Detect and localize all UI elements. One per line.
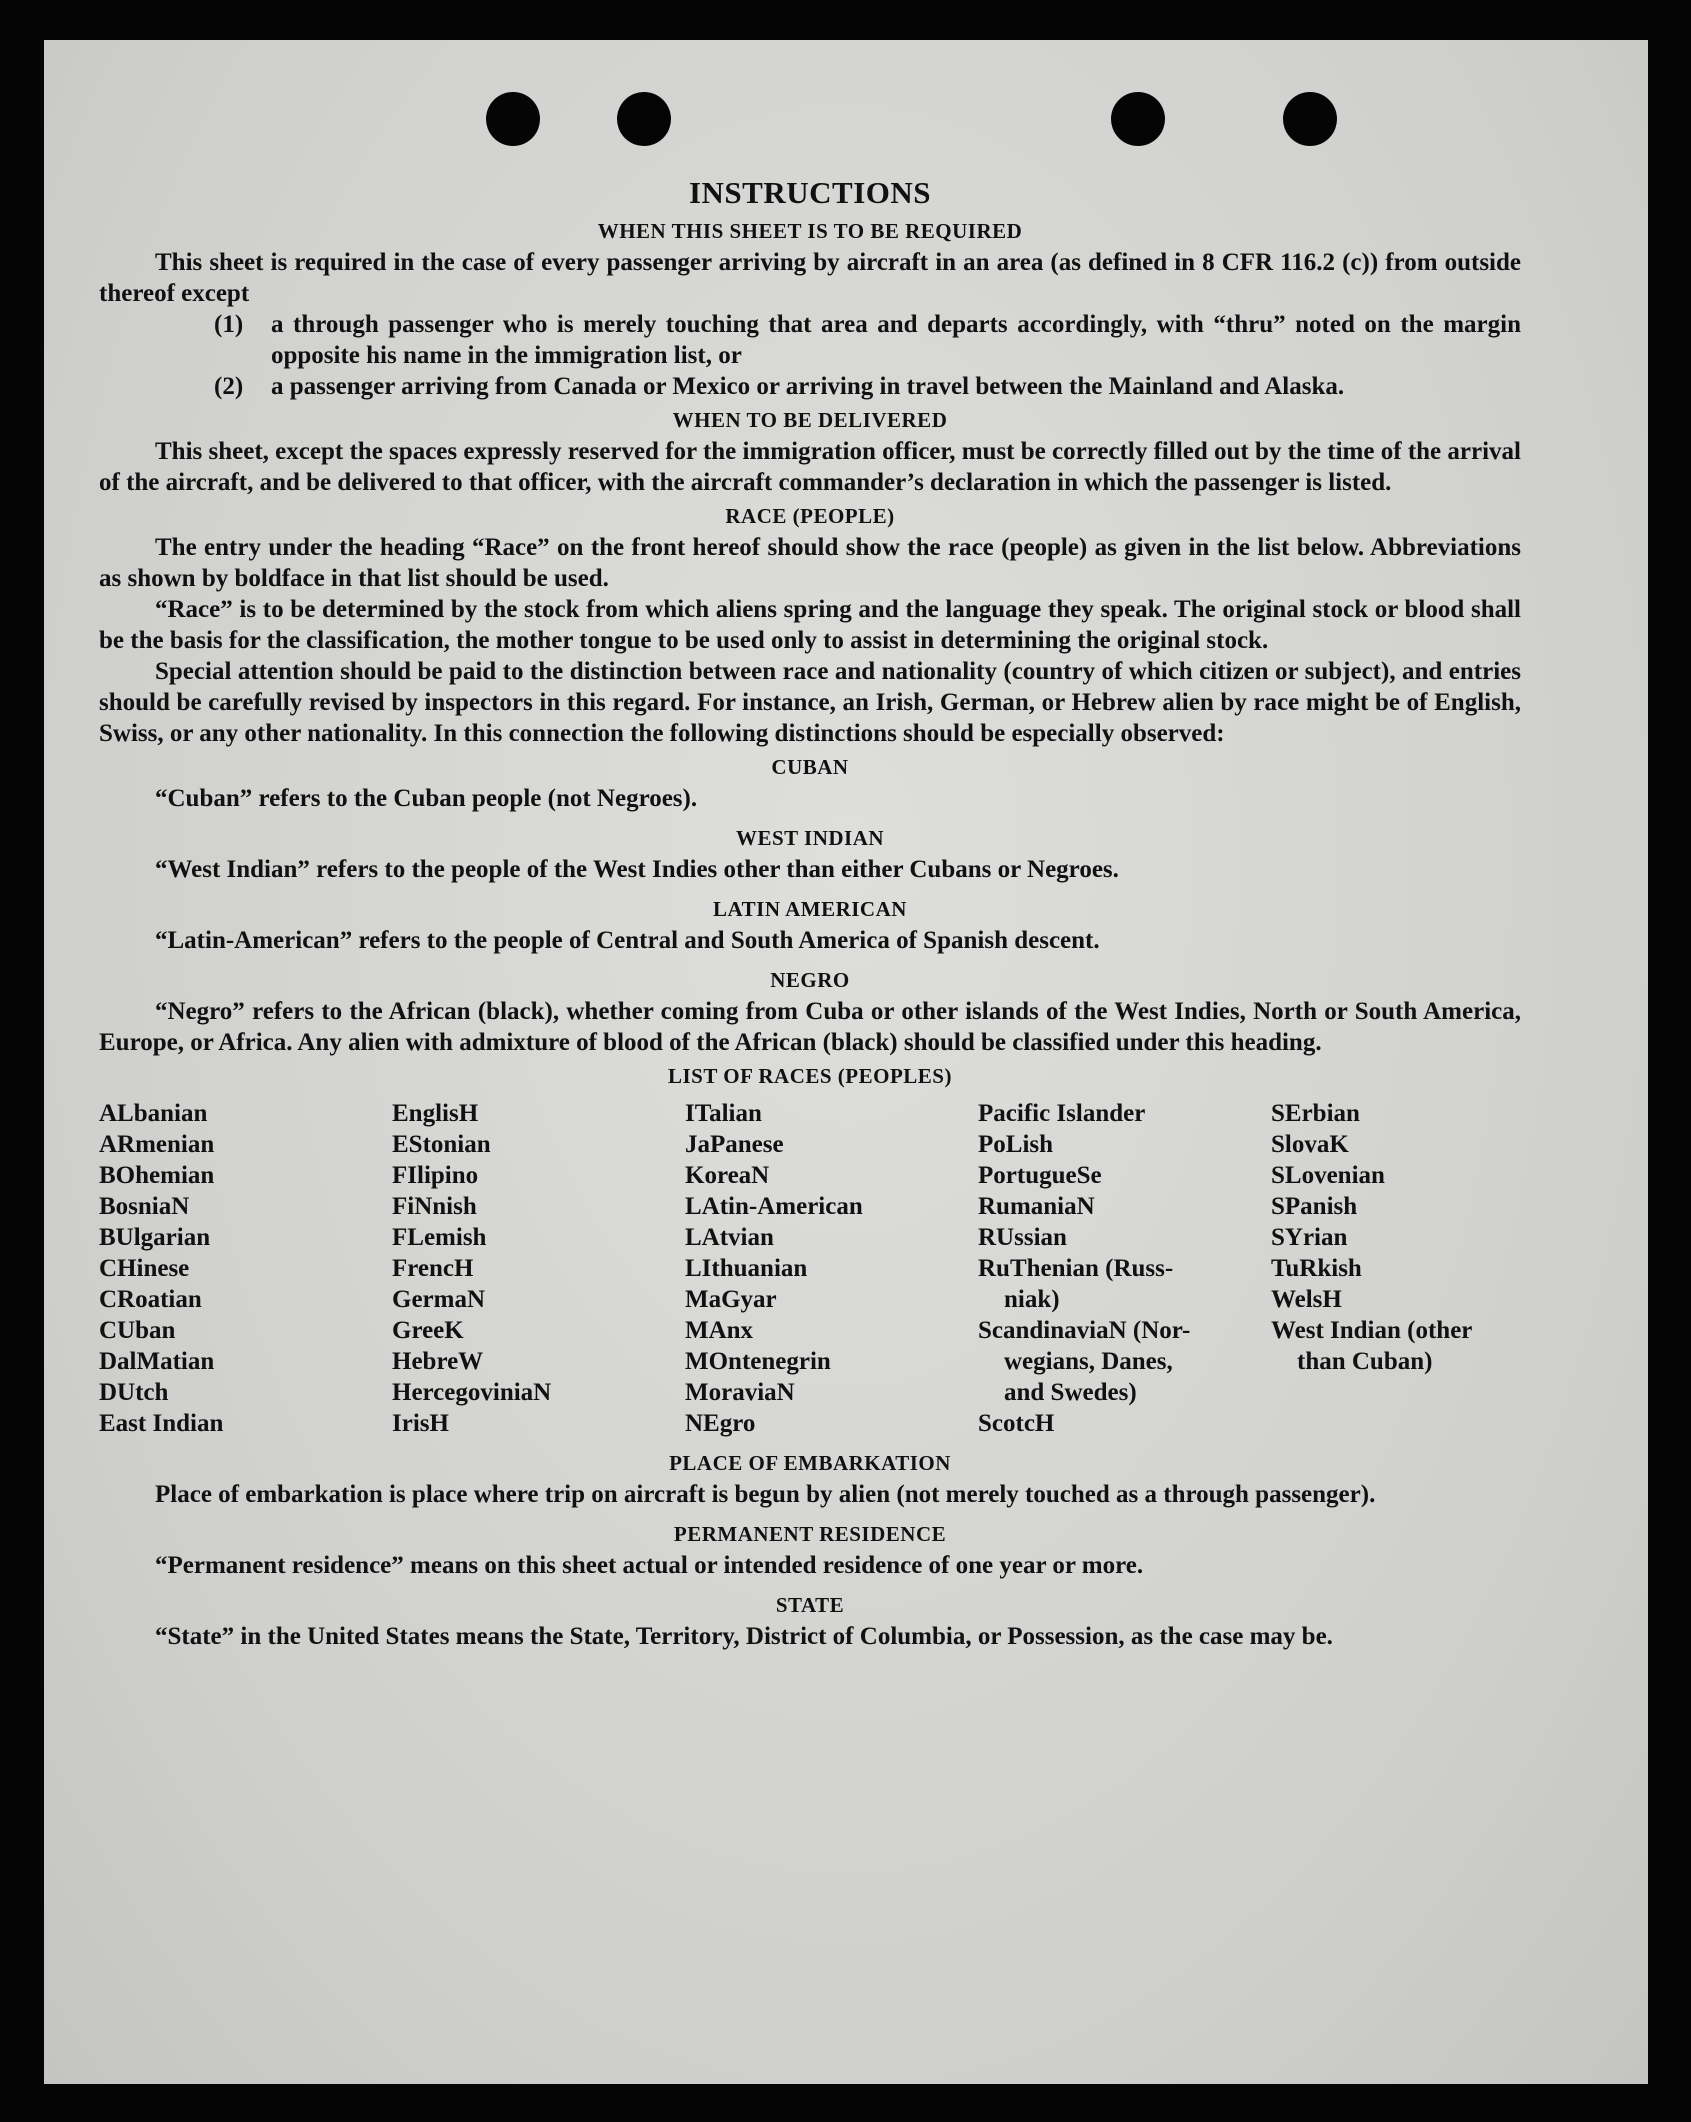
race-item: MOntenegrin — [685, 1348, 831, 1375]
race-item: niak) — [1004, 1286, 1060, 1313]
delivered-text: This sheet, except the spaces expressly reserved for the immigration officer, must be correctly filled out by the time of the arrival of the aircraft, and be delivered to that officer, with the aircraft commander’s declaration in which the passenger is listed. — [99, 438, 1521, 496]
race-item: wegians, Danes, — [1004, 1348, 1173, 1375]
punch-hole — [617, 92, 671, 146]
race-item: MAnx — [685, 1317, 754, 1344]
west-indian-definition: “West Indian” refers to the people of the West Indies other than either Cubans or Negroes. — [155, 856, 1119, 883]
punch-hole — [1111, 92, 1165, 146]
race-item: MoraviaN — [685, 1379, 795, 1406]
exception-item — [214, 309, 1521, 371]
embarkation-definition: Place of embarkation is place where trip on aircraft is begun by alien (not merely touched as a through passenger). — [155, 1481, 1376, 1508]
race-item: DalMatian — [99, 1348, 215, 1375]
section-heading-race: RACE (PEOPLE) — [725, 504, 895, 528]
race-item: ALbanian — [99, 1100, 208, 1127]
race-item: HebreW — [392, 1348, 484, 1375]
required-intro: This sheet is required in the case of every passenger arriving by aircraft in an area (as defined in 8 CFR 116.2 (c)) from outside thereof except — [99, 249, 1521, 307]
negro-definition: “Negro” refers to the African (black), whether coming from Cuba or other islands of the West Indies, North or South America, Europe, or Africa. Any alien with admixture of blood of the African (black) should be classified under this heading. — [99, 998, 1521, 1056]
race-paragraph-2: “Race” is to be determined by the stock from which aliens spring and the language they speak. The original stock or blood shall be the basis for the classification, the mother tongue to be used only to assist in determining the original stock. — [99, 596, 1521, 654]
document-page — [44, 40, 1648, 2084]
race-item: CRoatian — [99, 1286, 202, 1313]
race-item: WelsH — [1271, 1286, 1342, 1313]
race-item: FrencH — [392, 1255, 474, 1282]
race-item: CUban — [99, 1317, 176, 1344]
punch-hole — [1283, 92, 1337, 146]
race-item: East Indian — [99, 1410, 224, 1437]
section-heading-latin-american: LATIN AMERICAN — [713, 897, 907, 921]
section-heading-delivered: WHEN TO BE DELIVERED — [672, 408, 948, 432]
race-item: RuThenian (Russ- — [978, 1255, 1174, 1282]
race-item: SErbian — [1271, 1100, 1360, 1127]
race-column — [99, 1098, 392, 1439]
race-item: PoLish — [978, 1131, 1054, 1158]
section-heading-permanent-residence: PERMANENT RESIDENCE — [673, 1522, 947, 1546]
section-heading-embarkation: PLACE OF EMBARKATION — [669, 1451, 951, 1475]
exception-text: a through passenger who is merely touching that area and departs accordingly, with “thru” noted on the margin opposite his name in the immigration list, or — [271, 311, 1521, 369]
section-heading-list-of-races: LIST OF RACES (PEOPLES) — [668, 1064, 952, 1088]
race-item: HercegoviniaN — [392, 1379, 552, 1406]
race-item: DUtch — [99, 1379, 169, 1406]
cuban-definition: “Cuban” refers to the Cuban people (not Negroes). — [155, 785, 698, 812]
state-definition: “State” in the United States means the State, Territory, District of Columbia, or Possession, as the case may be. — [155, 1623, 1333, 1650]
race-item: LAtvian — [685, 1224, 774, 1251]
race-item: SPanish — [1271, 1193, 1358, 1220]
race-item: FiNnish — [392, 1193, 477, 1220]
exception-item — [214, 371, 1521, 402]
race-column — [1271, 1098, 1521, 1439]
section-heading-state: STATE — [775, 1593, 845, 1617]
race-item: JaPanese — [685, 1131, 784, 1158]
race-item: RumaniaN — [978, 1193, 1095, 1220]
race-item: NEgro — [685, 1410, 756, 1437]
race-item: EStonian — [392, 1131, 491, 1158]
race-item: ARmenian — [99, 1131, 215, 1158]
race-item: FLemish — [392, 1224, 487, 1251]
exception-number: (2) — [214, 373, 244, 400]
race-item: SlovaK — [1271, 1131, 1349, 1158]
race-item: BOhemian — [99, 1162, 215, 1189]
section-heading-west-indian: WEST INDIAN — [735, 826, 885, 850]
race-item: BUlgarian — [99, 1224, 211, 1251]
race-item: IrisH — [392, 1410, 449, 1437]
race-item: ITalian — [685, 1100, 762, 1127]
race-item: GermaN — [392, 1286, 486, 1313]
page-title: INSTRUCTIONS — [688, 175, 931, 210]
race-item: than Cuban) — [1297, 1348, 1433, 1375]
race-item: EnglisH — [392, 1100, 479, 1127]
race-item: PortugueSe — [978, 1162, 1102, 1189]
race-item: SLovenian — [1271, 1162, 1385, 1189]
race-item: Pacific Islander — [978, 1100, 1146, 1127]
race-item: MaGyar — [685, 1286, 777, 1313]
race-column — [685, 1098, 978, 1439]
race-item: TuRkish — [1271, 1255, 1362, 1282]
latin-american-definition: “Latin-American” refers to the people of Central and South America of Spanish descent. — [155, 927, 1100, 954]
race-item: ScandinaviaN (Nor- — [978, 1317, 1191, 1344]
race-paragraph-1: The entry under the heading “Race” on the front hereof should show the race (people) as given in the list below. Abbreviations as shown by boldface in that list should be used. — [99, 534, 1521, 592]
punch-hole — [486, 92, 540, 146]
race-item: FIlipino — [392, 1162, 479, 1189]
race-column — [978, 1098, 1271, 1439]
section-heading-cuban: CUBAN — [771, 755, 849, 779]
race-item: BosniaN — [99, 1193, 190, 1220]
exception-text: a passenger arriving from Canada or Mexico or arriving in travel between the Mainland and Alaska. — [271, 373, 1345, 400]
race-item: West Indian (other — [1271, 1317, 1473, 1344]
race-item: RUssian — [978, 1224, 1067, 1251]
race-column — [392, 1098, 685, 1439]
race-item: LIthuanian — [685, 1255, 808, 1282]
race-list — [99, 1098, 1521, 1439]
exception-number: (1) — [214, 311, 244, 338]
race-item: and Swedes) — [1004, 1379, 1137, 1406]
race-item: GreeK — [392, 1317, 464, 1344]
race-item: LAtin-American — [685, 1193, 863, 1220]
permanent-residence-definition: “Permanent residence” means on this sheet actual or intended residence of one year or more. — [155, 1552, 1144, 1579]
instructions-content — [99, 173, 1521, 1652]
race-item: ScotcH — [978, 1410, 1055, 1437]
race-item: SYrian — [1271, 1224, 1348, 1251]
race-paragraph-3: Special attention should be paid to the distinction between race and nationality (country of which citizen or subject), and entries should be carefully revised by inspectors in this regard. For instance, an Irish, German, or Hebrew alien by race might be of English, Swiss, or any other nationality. In this connection the following distinctions should be especially observed: — [99, 658, 1521, 747]
race-item: CHinese — [99, 1255, 190, 1282]
section-heading-negro: NEGRO — [770, 968, 850, 992]
race-item: KoreaN — [685, 1162, 770, 1189]
section-heading-required: WHEN THIS SHEET IS TO BE REQUIRED — [597, 219, 1023, 243]
